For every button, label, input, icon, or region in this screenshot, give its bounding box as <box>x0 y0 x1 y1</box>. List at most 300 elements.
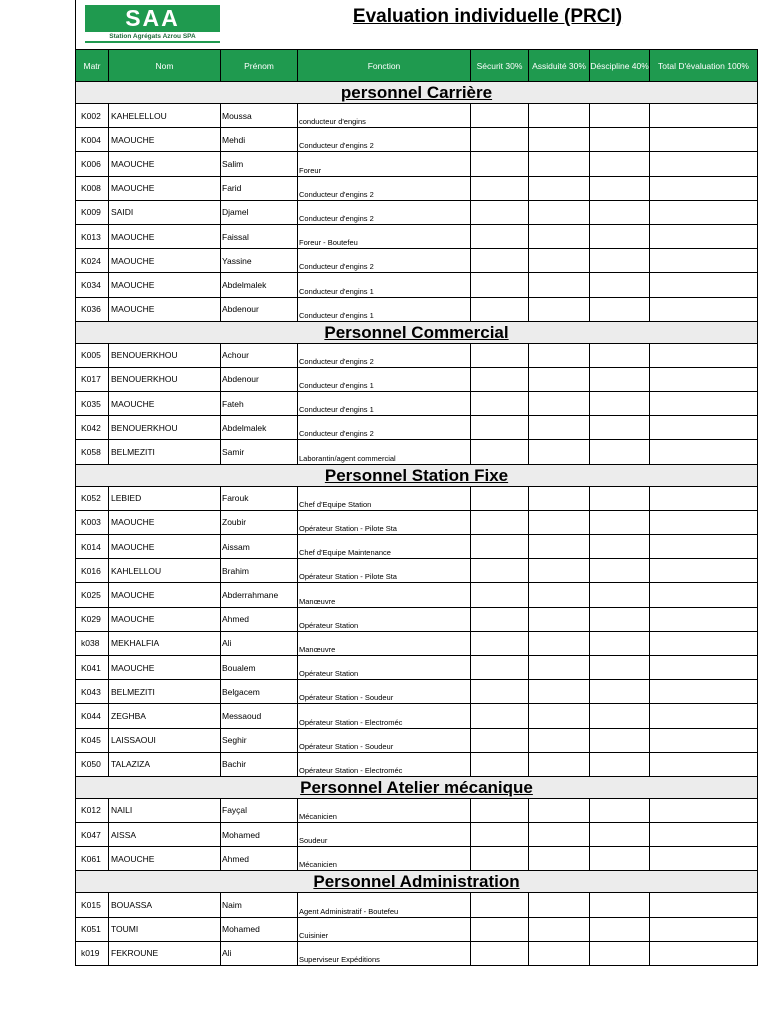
table-row <box>76 510 758 534</box>
nom-cell: MAOUCHE <box>109 249 221 273</box>
discipline-cell[interactable] <box>590 440 650 464</box>
securite-cell[interactable] <box>471 798 529 822</box>
nom-cell: LEBIED <box>109 486 221 510</box>
table-row <box>76 297 758 321</box>
discipline-cell[interactable] <box>590 655 650 679</box>
assiduite-cell[interactable] <box>529 104 590 128</box>
nom-cell: MAOUCHE <box>109 224 221 248</box>
prenom-cell: Djamel <box>221 200 298 224</box>
matr-cell: K042 <box>76 416 109 440</box>
nom-cell: TOUMI <box>109 917 221 941</box>
nom-cell: KAHELELLOU <box>109 104 221 128</box>
col-assiduite: Assiduité 30% <box>529 50 590 82</box>
securite-cell[interactable] <box>471 176 529 200</box>
discipline-cell[interactable] <box>590 607 650 631</box>
total-cell[interactable] <box>650 728 758 752</box>
fonction-cell: Conducteur d'engins 1 <box>298 367 471 391</box>
assiduite-cell[interactable] <box>529 416 590 440</box>
assiduite-cell[interactable] <box>529 249 590 273</box>
matr-cell: K045 <box>76 728 109 752</box>
securite-cell[interactable] <box>471 367 529 391</box>
section-header <box>76 321 758 343</box>
assiduite-cell[interactable] <box>529 297 590 321</box>
nom-cell: MAOUCHE <box>109 847 221 871</box>
discipline-cell[interactable] <box>590 343 650 367</box>
assiduite-cell[interactable] <box>529 704 590 728</box>
matr-cell: K008 <box>76 176 109 200</box>
table-row <box>76 893 758 917</box>
fonction-cell: Conducteur d'engins 1 <box>298 392 471 416</box>
nom-cell: MAOUCHE <box>109 535 221 559</box>
securite-cell[interactable] <box>471 752 529 776</box>
discipline-cell[interactable] <box>590 583 650 607</box>
section-title: Personnel Atelier mécanique <box>76 776 758 798</box>
matr-cell: K052 <box>76 486 109 510</box>
assiduite-cell[interactable] <box>529 752 590 776</box>
discipline-cell[interactable] <box>590 893 650 917</box>
assiduite-cell[interactable] <box>529 917 590 941</box>
table-row <box>76 176 758 200</box>
fonction-cell: Foreur - Boutefeu <box>298 224 471 248</box>
fonction-cell: Cuisinier <box>298 917 471 941</box>
nom-cell: LAISSAOUI <box>109 728 221 752</box>
table-row <box>76 392 758 416</box>
prenom-cell: Faissal <box>221 224 298 248</box>
nom-cell: MAOUCHE <box>109 655 221 679</box>
fonction-cell: Opérateur Station <box>298 607 471 631</box>
matr-cell: K050 <box>76 752 109 776</box>
fonction-cell: Foreur <box>298 152 471 176</box>
prenom-cell: Samir <box>221 440 298 464</box>
discipline-cell[interactable] <box>590 104 650 128</box>
total-cell[interactable] <box>650 343 758 367</box>
prenom-cell: Ali <box>221 631 298 655</box>
total-cell[interactable] <box>650 416 758 440</box>
table-row <box>76 416 758 440</box>
nom-cell: MAOUCHE <box>109 510 221 534</box>
securite-cell[interactable] <box>471 104 529 128</box>
col-fonction: Fonction <box>298 50 471 82</box>
matr-cell: K009 <box>76 200 109 224</box>
discipline-cell[interactable] <box>590 200 650 224</box>
fonction-cell: Chef d'Equipe Station <box>298 486 471 510</box>
securite-cell[interactable] <box>471 200 529 224</box>
nom-cell: MAOUCHE <box>109 176 221 200</box>
matr-cell: K036 <box>76 297 109 321</box>
prenom-cell: Zoubir <box>221 510 298 534</box>
table-row <box>76 535 758 559</box>
table-row <box>76 728 758 752</box>
left-border-line <box>75 0 76 50</box>
assiduite-cell[interactable] <box>529 823 590 847</box>
col-matr: Matr <box>76 50 109 82</box>
assiduite-cell[interactable] <box>529 559 590 583</box>
discipline-cell[interactable] <box>590 128 650 152</box>
fonction-cell: Conducteur d'engins 2 <box>298 176 471 200</box>
total-cell[interactable] <box>650 607 758 631</box>
prenom-cell: Abdelmalek <box>221 273 298 297</box>
securite-cell[interactable] <box>471 510 529 534</box>
assiduite-cell[interactable] <box>529 152 590 176</box>
nom-cell: ZEGHBA <box>109 704 221 728</box>
securite-cell[interactable] <box>471 535 529 559</box>
table-row <box>76 559 758 583</box>
prenom-cell: Fayçal <box>221 798 298 822</box>
section-header <box>76 464 758 486</box>
assiduite-cell[interactable] <box>529 655 590 679</box>
assiduite-cell[interactable] <box>529 728 590 752</box>
discipline-cell[interactable] <box>590 847 650 871</box>
fonction-cell: Chef d'Equipe Maintenance <box>298 535 471 559</box>
fonction-cell: Conducteur d'engins 1 <box>298 273 471 297</box>
table-row <box>76 917 758 941</box>
assiduite-cell[interactable] <box>529 343 590 367</box>
total-cell[interactable] <box>650 297 758 321</box>
prenom-cell: Abdenour <box>221 297 298 321</box>
securite-cell[interactable] <box>471 224 529 248</box>
total-cell[interactable] <box>650 128 758 152</box>
page-title: Evaluation individuelle (PRCI) <box>352 6 623 27</box>
total-cell[interactable] <box>650 655 758 679</box>
securite-cell[interactable] <box>471 152 529 176</box>
nom-cell: MAOUCHE <box>109 273 221 297</box>
header-row <box>76 50 758 82</box>
total-cell[interactable] <box>650 680 758 704</box>
fonction-cell: Mécanicien <box>298 798 471 822</box>
securite-cell[interactable] <box>471 680 529 704</box>
prenom-cell: Seghir <box>221 728 298 752</box>
prenom-cell: Boualem <box>221 655 298 679</box>
securite-cell[interactable] <box>471 893 529 917</box>
securite-cell[interactable] <box>471 128 529 152</box>
section-header <box>76 871 758 893</box>
total-cell[interactable] <box>650 583 758 607</box>
discipline-cell[interactable] <box>590 631 650 655</box>
securite-cell[interactable] <box>471 583 529 607</box>
fonction-cell: Conducteur d'engins 1 <box>298 297 471 321</box>
nom-cell: KAHLELLOU <box>109 559 221 583</box>
assiduite-cell[interactable] <box>529 680 590 704</box>
total-cell[interactable] <box>650 440 758 464</box>
total-cell[interactable] <box>650 486 758 510</box>
nom-cell: MAOUCHE <box>109 297 221 321</box>
fonction-cell: Superviseur Expéditions <box>298 941 471 965</box>
total-cell[interactable] <box>650 631 758 655</box>
section-title: Personnel Administration <box>76 871 758 893</box>
discipline-cell[interactable] <box>590 728 650 752</box>
securite-cell[interactable] <box>471 273 529 297</box>
assiduite-cell[interactable] <box>529 176 590 200</box>
securite-cell[interactable] <box>471 440 529 464</box>
logo-subtitle: Station Agrégats Azrou SPA <box>85 32 220 43</box>
prenom-cell: Belgacem <box>221 680 298 704</box>
discipline-cell[interactable] <box>590 249 650 273</box>
total-cell[interactable] <box>650 249 758 273</box>
assiduite-cell[interactable] <box>529 392 590 416</box>
total-cell[interactable] <box>650 893 758 917</box>
table-row <box>76 798 758 822</box>
discipline-cell[interactable] <box>590 680 650 704</box>
assiduite-cell[interactable] <box>529 367 590 391</box>
nom-cell: MEKHALFIA <box>109 631 221 655</box>
total-cell[interactable] <box>650 152 758 176</box>
matr-cell: K051 <box>76 917 109 941</box>
discipline-cell[interactable] <box>590 152 650 176</box>
assiduite-cell[interactable] <box>529 583 590 607</box>
securite-cell[interactable] <box>471 728 529 752</box>
fonction-cell: Opérateur Station - Pilote Sta <box>298 559 471 583</box>
nom-cell: AISSA <box>109 823 221 847</box>
nom-cell: BOUASSA <box>109 893 221 917</box>
table-row <box>76 486 758 510</box>
discipline-cell[interactable] <box>590 510 650 534</box>
total-cell[interactable] <box>650 510 758 534</box>
assiduite-cell[interactable] <box>529 535 590 559</box>
fonction-cell: Manœuvre <box>298 583 471 607</box>
matr-cell: K002 <box>76 104 109 128</box>
fonction-cell: Mécanicien <box>298 847 471 871</box>
securite-cell[interactable] <box>471 297 529 321</box>
fonction-cell: Opérateur Station <box>298 655 471 679</box>
total-cell[interactable] <box>650 535 758 559</box>
securite-cell[interactable] <box>471 917 529 941</box>
table-row <box>76 847 758 871</box>
assiduite-cell[interactable] <box>529 224 590 248</box>
nom-cell: BELMEZITI <box>109 680 221 704</box>
section-title: Personnel Commercial <box>76 321 758 343</box>
matr-cell: K043 <box>76 680 109 704</box>
assiduite-cell[interactable] <box>529 273 590 297</box>
nom-cell: BELMEZITI <box>109 440 221 464</box>
matr-cell: K024 <box>76 249 109 273</box>
assiduite-cell[interactable] <box>529 847 590 871</box>
discipline-cell[interactable] <box>590 535 650 559</box>
total-cell[interactable] <box>650 752 758 776</box>
prenom-cell: Achour <box>221 343 298 367</box>
table-row <box>76 343 758 367</box>
table-row <box>76 607 758 631</box>
total-cell[interactable] <box>650 176 758 200</box>
prenom-cell: Salim <box>221 152 298 176</box>
prenom-cell: Ali <box>221 941 298 965</box>
col-total: Total D'évaluation 100% <box>650 50 758 82</box>
discipline-cell[interactable] <box>590 176 650 200</box>
assiduite-cell[interactable] <box>529 798 590 822</box>
matr-cell: K041 <box>76 655 109 679</box>
assiduite-cell[interactable] <box>529 200 590 224</box>
prenom-cell: Ahmed <box>221 607 298 631</box>
section-header <box>76 776 758 798</box>
nom-cell: BENOUERKHOU <box>109 343 221 367</box>
matr-cell: K025 <box>76 583 109 607</box>
table-row <box>76 440 758 464</box>
matr-cell: K003 <box>76 510 109 534</box>
prenom-cell: Bachir <box>221 752 298 776</box>
assiduite-cell[interactable] <box>529 941 590 965</box>
nom-cell: NAILI <box>109 798 221 822</box>
col-nom: Nom <box>109 50 221 82</box>
discipline-cell[interactable] <box>590 798 650 822</box>
table-row <box>76 583 758 607</box>
securite-cell[interactable] <box>471 704 529 728</box>
securite-cell[interactable] <box>471 343 529 367</box>
assiduite-cell[interactable] <box>529 440 590 464</box>
fonction-cell: Opérateur Station - Electroméc <box>298 704 471 728</box>
discipline-cell[interactable] <box>590 917 650 941</box>
table-row <box>76 104 758 128</box>
table-row <box>76 823 758 847</box>
securite-cell[interactable] <box>471 392 529 416</box>
nom-cell: MAOUCHE <box>109 152 221 176</box>
discipline-cell[interactable] <box>590 367 650 391</box>
discipline-cell[interactable] <box>590 752 650 776</box>
prenom-cell: Mohamed <box>221 917 298 941</box>
matr-cell: K017 <box>76 367 109 391</box>
discipline-cell[interactable] <box>590 297 650 321</box>
matr-cell: K005 <box>76 343 109 367</box>
table-row <box>76 200 758 224</box>
assiduite-cell[interactable] <box>529 893 590 917</box>
company-logo <box>85 5 220 41</box>
total-cell[interactable] <box>650 704 758 728</box>
matr-cell: K044 <box>76 704 109 728</box>
assiduite-cell[interactable] <box>529 510 590 534</box>
matr-cell: k038 <box>76 631 109 655</box>
discipline-cell[interactable] <box>590 416 650 440</box>
total-cell[interactable] <box>650 917 758 941</box>
section-title: Personnel Station Fixe <box>76 464 758 486</box>
assiduite-cell[interactable] <box>529 128 590 152</box>
table-row <box>76 631 758 655</box>
fonction-cell: Agent Administratif - Boutefeu <box>298 893 471 917</box>
prenom-cell: Naim <box>221 893 298 917</box>
col-prenom: Prénom <box>221 50 298 82</box>
col-securite: Sécurit 30% <box>471 50 529 82</box>
total-cell[interactable] <box>650 200 758 224</box>
assiduite-cell[interactable] <box>529 486 590 510</box>
prenom-cell: Abderrahmane <box>221 583 298 607</box>
table-row <box>76 152 758 176</box>
securite-cell[interactable] <box>471 823 529 847</box>
section-header <box>76 82 758 104</box>
matr-cell: K004 <box>76 128 109 152</box>
nom-cell: FEKROUNE <box>109 941 221 965</box>
securite-cell[interactable] <box>471 486 529 510</box>
total-cell[interactable] <box>650 823 758 847</box>
prenom-cell: Mohamed <box>221 823 298 847</box>
securite-cell[interactable] <box>471 607 529 631</box>
fonction-cell: Conducteur d'engins 2 <box>298 128 471 152</box>
discipline-cell[interactable] <box>590 224 650 248</box>
total-cell[interactable] <box>650 273 758 297</box>
matr-cell: K014 <box>76 535 109 559</box>
total-cell[interactable] <box>650 104 758 128</box>
total-cell[interactable] <box>650 392 758 416</box>
assiduite-cell[interactable] <box>529 607 590 631</box>
securite-cell[interactable] <box>471 655 529 679</box>
matr-cell: K047 <box>76 823 109 847</box>
fonction-cell: Conducteur d'engins 2 <box>298 416 471 440</box>
table-body <box>76 82 758 966</box>
matr-cell: K061 <box>76 847 109 871</box>
total-cell[interactable] <box>650 367 758 391</box>
fonction-cell: Opérateur Station - Soudeur <box>298 680 471 704</box>
discipline-cell[interactable] <box>590 392 650 416</box>
prenom-cell: Farid <box>221 176 298 200</box>
total-cell[interactable] <box>650 559 758 583</box>
prenom-cell: Abdenour <box>221 367 298 391</box>
nom-cell: BENOUERKHOU <box>109 416 221 440</box>
total-cell[interactable] <box>650 224 758 248</box>
discipline-cell[interactable] <box>590 823 650 847</box>
securite-cell[interactable] <box>471 941 529 965</box>
col-discipline: Déscipline 40% <box>590 50 650 82</box>
fonction-cell: Soudeur <box>298 823 471 847</box>
prenom-cell: Mehdi <box>221 128 298 152</box>
prenom-cell: Messaoud <box>221 704 298 728</box>
fonction-cell: Conducteur d'engins 2 <box>298 343 471 367</box>
fonction-cell: Manœuvre <box>298 631 471 655</box>
fonction-cell: Opérateur Station - Electroméc <box>298 752 471 776</box>
prenom-cell: Moussa <box>221 104 298 128</box>
table-row <box>76 224 758 248</box>
prenom-cell: Abdelmalek <box>221 416 298 440</box>
table-row <box>76 367 758 391</box>
securite-cell[interactable] <box>471 631 529 655</box>
discipline-cell[interactable] <box>590 704 650 728</box>
total-cell[interactable] <box>650 941 758 965</box>
fonction-cell: Conducteur d'engins 2 <box>298 200 471 224</box>
securite-cell[interactable] <box>471 559 529 583</box>
matr-cell: k019 <box>76 941 109 965</box>
prenom-cell: Fateh <box>221 392 298 416</box>
matr-cell: K034 <box>76 273 109 297</box>
securite-cell[interactable] <box>471 847 529 871</box>
securite-cell[interactable] <box>471 416 529 440</box>
assiduite-cell[interactable] <box>529 631 590 655</box>
section-title: personnel Carrière <box>76 82 758 104</box>
prenom-cell: Ahmed <box>221 847 298 871</box>
table-row <box>76 680 758 704</box>
discipline-cell[interactable] <box>590 559 650 583</box>
matr-cell: K016 <box>76 559 109 583</box>
fonction-cell: Opérateur Station - Pilote Sta <box>298 510 471 534</box>
total-cell[interactable] <box>650 798 758 822</box>
table-row <box>76 704 758 728</box>
discipline-cell[interactable] <box>590 941 650 965</box>
nom-cell: MAOUCHE <box>109 128 221 152</box>
nom-cell: MAOUCHE <box>109 607 221 631</box>
prenom-cell: Brahim <box>221 559 298 583</box>
matr-cell: K015 <box>76 893 109 917</box>
nom-cell: MAOUCHE <box>109 392 221 416</box>
securite-cell[interactable] <box>471 249 529 273</box>
nom-cell: TALAZIZA <box>109 752 221 776</box>
logo-text: SAA <box>85 5 220 32</box>
table-row <box>76 941 758 965</box>
matr-cell: K029 <box>76 607 109 631</box>
table-row <box>76 655 758 679</box>
discipline-cell[interactable] <box>590 486 650 510</box>
discipline-cell[interactable] <box>590 273 650 297</box>
total-cell[interactable] <box>650 847 758 871</box>
table-row <box>76 752 758 776</box>
table-row <box>76 249 758 273</box>
matr-cell: K058 <box>76 440 109 464</box>
fonction-cell: Opérateur Station - Soudeur <box>298 728 471 752</box>
table-row <box>76 128 758 152</box>
fonction-cell: Conducteur d'engins 2 <box>298 249 471 273</box>
